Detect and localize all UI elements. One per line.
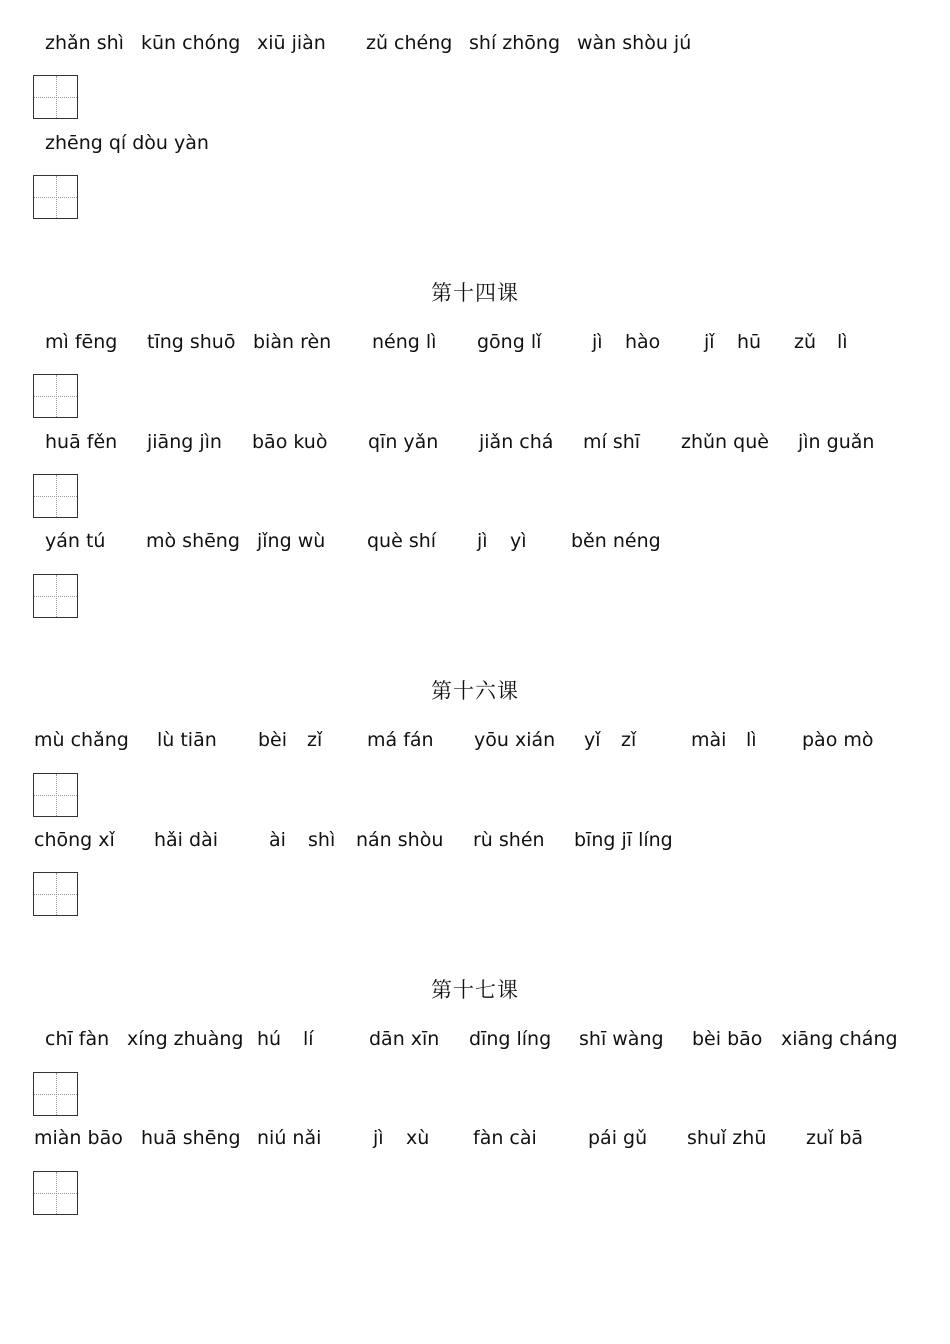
pinyin-word: hào: [625, 331, 661, 353]
pinyin-row: [0, 429, 950, 459]
pinyin-word: niú nǎi: [257, 1127, 322, 1149]
pinyin-word: shí zhōng: [469, 32, 561, 54]
pinyin-word: pào mò: [802, 729, 874, 751]
pinyin-word: bèi: [258, 729, 288, 751]
pinyin-word: hū: [737, 331, 762, 353]
pinyin-word: hǎi dài: [154, 829, 218, 851]
lesson-title: 第十六课: [431, 679, 519, 703]
pinyin-word: yǐ: [584, 729, 601, 751]
pinyin-word: ài: [269, 829, 286, 851]
pinyin-word: mì fēng: [45, 331, 118, 353]
pinyin-word: néng lì: [372, 331, 437, 353]
writing-grid-box[interactable]: [33, 1171, 78, 1215]
pinyin-word: shī wàng: [579, 1028, 664, 1050]
writing-grid-box[interactable]: [33, 75, 78, 119]
pinyin-word: lì: [746, 729, 757, 751]
pinyin-word: shì: [308, 829, 336, 851]
lesson-title: 第十七课: [431, 978, 519, 1002]
pinyin-word: mò shēng: [146, 530, 240, 552]
pinyin-word: yì: [510, 530, 527, 552]
writing-grid-box[interactable]: [33, 374, 78, 418]
pinyin-word: fàn cài: [473, 1127, 537, 1149]
writing-grid-box[interactable]: [33, 1072, 78, 1116]
pinyin-word: jiāng jìn: [147, 431, 222, 453]
writing-grid-box[interactable]: [33, 574, 78, 618]
pinyin-word: jì: [373, 1127, 384, 1149]
pinyin-word: nán shòu: [356, 829, 444, 851]
writing-grid-box[interactable]: [33, 872, 78, 916]
pinyin-word: zǐ: [307, 729, 323, 751]
pinyin-word: dīng líng: [469, 1028, 552, 1050]
pinyin-word: kūn chóng: [141, 32, 241, 54]
pinyin-word: yán tú: [45, 530, 106, 552]
pinyin-word: jì: [592, 331, 603, 353]
pinyin-row: [0, 130, 950, 160]
pinyin-word: huā fěn: [45, 431, 118, 453]
pinyin-word: pái gǔ: [588, 1127, 648, 1149]
pinyin-word: jiǎn chá: [479, 431, 554, 453]
pinyin-word: má fán: [367, 729, 434, 751]
pinyin-word: xiāng cháng: [781, 1028, 898, 1050]
pinyin-word: zhēng qí dòu yàn: [45, 132, 209, 154]
pinyin-row: [0, 827, 950, 857]
pinyin-word: yōu xián: [474, 729, 556, 751]
pinyin-word: mù chǎng: [34, 729, 129, 751]
pinyin-word: xíng zhuàng: [127, 1028, 244, 1050]
pinyin-word: zuǐ bā: [806, 1127, 864, 1149]
pinyin-word: jǐng wù: [257, 530, 326, 552]
pinyin-word: chōng xǐ: [34, 829, 115, 851]
pinyin-word: huā shēng: [141, 1127, 241, 1149]
pinyin-word: què shí: [367, 530, 437, 552]
pinyin-word: lù tiān: [157, 729, 217, 751]
pinyin-word: rù shén: [473, 829, 545, 851]
pinyin-word: jìn guǎn: [798, 431, 875, 453]
pinyin-row: [0, 727, 950, 757]
pinyin-word: zhǎn shì: [45, 32, 124, 54]
pinyin-word: hú: [257, 1028, 282, 1050]
pinyin-word: zǔ: [794, 331, 817, 353]
pinyin-row: [0, 1125, 950, 1155]
pinyin-word: miàn bāo: [34, 1127, 123, 1149]
pinyin-word: mí shī: [583, 431, 641, 453]
pinyin-word: zǐ: [621, 729, 637, 751]
pinyin-word: wàn shòu jú: [577, 32, 692, 54]
pinyin-word: bāo kuò: [252, 431, 328, 453]
pinyin-row: [0, 1026, 950, 1056]
pinyin-word: lí: [303, 1028, 314, 1050]
pinyin-row: [0, 329, 950, 359]
lesson-title: 第十四课: [431, 281, 519, 305]
pinyin-word: dān xīn: [369, 1028, 440, 1050]
pinyin-word: lì: [837, 331, 848, 353]
pinyin-word: jì: [477, 530, 488, 552]
pinyin-row: [0, 30, 950, 60]
pinyin-word: qīn yǎn: [368, 431, 439, 453]
pinyin-word: xù: [406, 1127, 430, 1149]
pinyin-word: zǔ chéng: [366, 32, 453, 54]
writing-grid-box[interactable]: [33, 175, 78, 219]
pinyin-word: gōng lǐ: [477, 331, 542, 353]
pinyin-word: zhǔn què: [681, 431, 769, 453]
writing-grid-box[interactable]: [33, 773, 78, 817]
pinyin-word: bèi bāo: [692, 1028, 763, 1050]
pinyin-row: [0, 528, 950, 558]
pinyin-word: chī fàn: [45, 1028, 110, 1050]
pinyin-word: tīng shuō: [147, 331, 236, 353]
pinyin-word: biàn rèn: [253, 331, 332, 353]
pinyin-word: shuǐ zhū: [687, 1127, 767, 1149]
pinyin-word: xiū jiàn: [257, 32, 326, 54]
pinyin-word: bīng jī líng: [574, 829, 673, 851]
pinyin-word: mài: [691, 729, 727, 751]
pinyin-word: jǐ: [704, 331, 715, 353]
pinyin-word: běn néng: [571, 530, 661, 552]
writing-grid-box[interactable]: [33, 474, 78, 518]
